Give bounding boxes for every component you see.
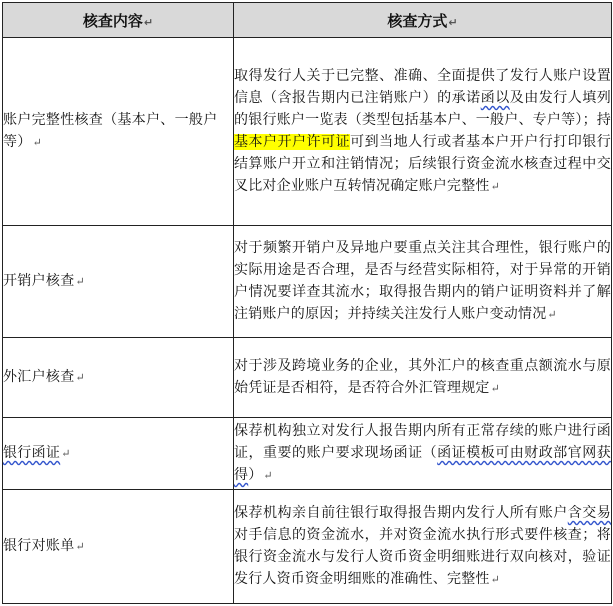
method-text-underlined: 函以	[480, 90, 510, 106]
paragraph-mark: ↵	[32, 136, 43, 149]
header-cell-content	[3, 3, 234, 38]
verification-table	[2, 2, 612, 604]
method-text: 取得发行人关于已完整、准确、全面提供了发行人账户设置信息（含报告期内已注销账户）的承诺	[234, 68, 611, 106]
header-cell-method	[234, 3, 612, 38]
paragraph-mark: ↵	[75, 275, 86, 288]
table-row	[3, 226, 612, 338]
table-row	[3, 38, 612, 226]
paragraph-mark: ↵	[143, 15, 154, 29]
content-text: 账户完整性核查（基本户、一般户等）	[3, 112, 218, 150]
content-text: 外汇户核查	[3, 369, 75, 385]
method-text: 保荐机构亲自前往银行取得报告期内发行人所有账户	[234, 505, 568, 521]
method-text: 对于涉及跨境业务的企业，其外汇户的核查重点额流水与原始凭证是否相符，是否符合外汇管理规定	[234, 358, 611, 396]
header-label-content: 核查内容	[82, 11, 143, 30]
paragraph-mark: ↵	[75, 371, 86, 384]
table-row	[3, 418, 612, 490]
content-text: 银行函证	[3, 445, 61, 461]
paragraph-mark: ↵	[490, 573, 501, 586]
paragraph-mark: ↵	[490, 180, 501, 193]
method-text: 及由发行人填列的银行账户一览表（类型包括基本户、一般户、专户等）；持	[234, 90, 612, 128]
table-header-row	[3, 3, 612, 38]
method-cell	[234, 38, 612, 226]
table-row	[3, 490, 612, 604]
content-text: 银行对账单	[3, 538, 75, 554]
method-text: 对于频繁开销户及异地户要重点关注其合理性，银行账户的实际用途是否合理，是否与经营实际相符，对于异常的开销户情况要详查其流水；取得报告期内的销户证明资料并了解注销账户的原因；并持续关注发行人账户变动情况	[234, 240, 611, 322]
content-cell	[3, 226, 234, 338]
method-text-highlighted: 基本户开户许可证	[234, 134, 351, 150]
method-text: ）	[248, 467, 263, 483]
method-text: 对手信息的资金流水，并对资金流水执行形式要件核查；将银行资金流水与发行人资币资金明细账进行双向核对，验证发行人资币资金明细账的准确性、完整性	[234, 527, 611, 587]
paragraph-mark: ↵	[75, 540, 86, 553]
method-text-underlined: 含交易	[567, 505, 611, 521]
method-text: 可到当地人行或者基本户开户行打印银行结算账户开立和注销情况；后续银行资金流水核查过程中交叉比对企业账户互转情况确定账户完整性	[234, 134, 611, 194]
method-cell	[234, 490, 612, 604]
paragraph-mark: ↵	[490, 382, 501, 395]
content-cell	[3, 338, 234, 418]
method-text: 保荐机构独立对发行人报告期内所有正常存续的账户进行函证，重要的账户要求现场函证（	[234, 423, 611, 461]
table-row	[3, 338, 612, 418]
paragraph-mark: ↵	[448, 15, 458, 29]
method-cell	[234, 338, 612, 418]
method-cell	[234, 226, 612, 338]
paragraph-mark: ↵	[263, 469, 273, 482]
content-text: 开销户核查	[3, 273, 75, 289]
content-cell	[3, 490, 234, 604]
content-cell	[3, 418, 234, 490]
paragraph-mark: ↵	[61, 447, 71, 460]
method-cell	[234, 418, 612, 490]
method-text-underlined: 函证模板可由财政部官网获得	[234, 445, 611, 483]
content-cell	[3, 38, 234, 226]
header-label-method: 核查方式	[387, 11, 448, 30]
paragraph-mark: ↵	[547, 308, 557, 321]
